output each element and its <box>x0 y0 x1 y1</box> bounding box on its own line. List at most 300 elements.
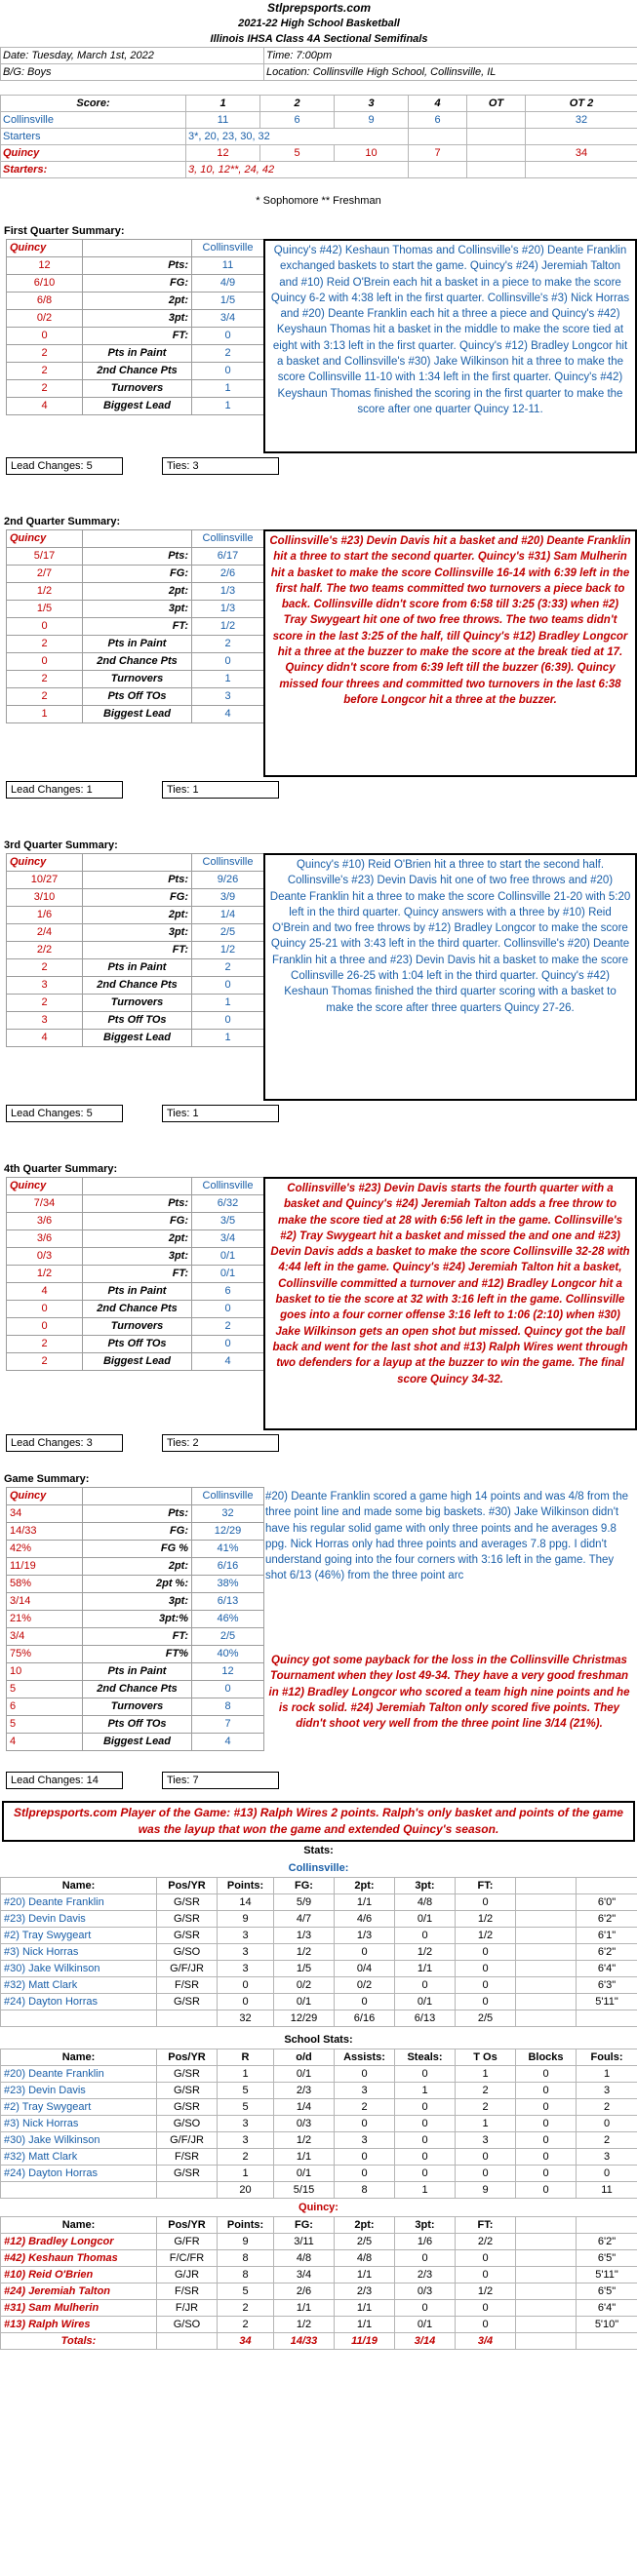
quarter-title: First Quarter Summary: <box>4 225 125 237</box>
stat-label: Pts in Paint <box>83 1283 192 1301</box>
totals-cell: 20 <box>218 2182 274 2199</box>
stat-value: 2/4 <box>7 924 83 942</box>
totals-cell <box>516 2010 577 2027</box>
quarter-summary-text: Quincy's #10) Reid O'Brien hit a three to start the second half. Collinsville's #23) Devin Davis hit one of two free throws and #20) Deante Franklin hit a three to make the score Collinsville 21-20 with 5:20 left in the third quarter. Quincy answers with a three by #10) Reid O'Brein and two free throws by #12) Bradley Longcor to make the score Quincy 25-21 with 3:43 left in the third quarter. Collinsville's #20) Deante Franklin hit a three and #23) Devin Davis hit a basket to make the score Collinsville 26-25 with 1:04 left in the third quarter. Quincy's #42) Keshaun Thomas finished the third quarter scoring with a basket to make the score after three quarters Quincy 27-26. <box>263 853 637 1101</box>
stat-value: 42% <box>7 1541 83 1558</box>
stat-value: 1 <box>7 706 83 723</box>
stat-cell: 0 <box>456 2300 516 2317</box>
stat-value: 1/2 <box>192 618 264 636</box>
stat-value: 1/5 <box>7 601 83 618</box>
school-stats-title: School Stats: <box>284 2034 353 2046</box>
stat-cell: 2/3 <box>395 2267 456 2283</box>
stat-label: FT: <box>83 1628 192 1646</box>
stat-label: Turnovers <box>83 1318 192 1336</box>
home-team-name: Collinsville <box>1 112 186 129</box>
stat-label: 2pt: <box>83 583 192 601</box>
stat-cell: 4/8 <box>395 1894 456 1911</box>
stat-cell: 0/1 <box>274 2066 335 2083</box>
stat-label: Pts Off TOs <box>83 688 192 706</box>
stat-value: 1 <box>192 671 264 688</box>
stat-cell <box>516 1994 577 2010</box>
stat-value: 11 <box>192 257 264 275</box>
stat-cell: 3/11 <box>274 2234 335 2250</box>
ties: Ties: 3 <box>162 457 279 475</box>
stat-cell: G/SR <box>157 1911 218 1928</box>
stat-cell: 9 <box>218 1911 274 1928</box>
stat-cell: 2/5 <box>335 2234 395 2250</box>
stat-cell <box>516 1894 577 1911</box>
stat-value: 4 <box>7 1283 83 1301</box>
stat-value: 1 <box>192 995 264 1012</box>
stat-cell: 14 <box>218 1894 274 1911</box>
stat-cell: 6'2" <box>577 1944 637 1961</box>
stat-label: Turnovers <box>83 380 192 398</box>
stat-label: Pts in Paint <box>83 345 192 363</box>
stat-value: 2 <box>7 1353 83 1371</box>
totals-cell <box>157 2010 218 2027</box>
stat-cell <box>516 1911 577 1928</box>
stat-value: 0 <box>192 977 264 995</box>
stat-label: 3pt: <box>83 601 192 618</box>
column-header: Name: <box>1 1878 157 1894</box>
stat-value: 0/1 <box>192 1248 264 1266</box>
stat-label: 2nd Chance Pts <box>83 1681 192 1698</box>
stat-value: 2/5 <box>192 924 264 942</box>
stat-cell: 1/2 <box>456 1928 516 1944</box>
stat-label: Turnovers <box>83 671 192 688</box>
column-header: R <box>218 2049 274 2066</box>
stat-cell: 1/1 <box>274 2149 335 2166</box>
player-name: #23) Devin Davis <box>1 2083 157 2099</box>
stat-value: 10 <box>7 1663 83 1681</box>
stat-label: Pts Off TOs <box>83 1336 192 1353</box>
home-ot <box>467 112 526 129</box>
stat-label: 2nd Chance Pts <box>83 977 192 995</box>
stat-label: FG: <box>83 275 192 293</box>
column-header: 3pt: <box>395 2217 456 2234</box>
q3-header: 3 <box>335 96 409 112</box>
totals-cell <box>577 2010 637 2027</box>
stat-value: 2/2 <box>7 942 83 959</box>
stat-label: 3pt: <box>83 924 192 942</box>
stat-value: 0 <box>192 363 264 380</box>
q4-header: 4 <box>409 96 467 112</box>
stat-label: FT: <box>83 328 192 345</box>
stat-cell: G/SR <box>157 1928 218 1944</box>
column-header: FG: <box>274 1878 335 1894</box>
ot-header: OT <box>467 96 526 112</box>
stat-value: 0 <box>192 328 264 345</box>
stat-cell: G/SR <box>157 2066 218 2083</box>
table-row <box>1 2149 637 2166</box>
stat-cell <box>516 1944 577 1961</box>
lead-changes: Lead Changes: 5 <box>6 1105 123 1122</box>
stat-cell: 2/3 <box>335 2283 395 2300</box>
table-row <box>1 2132 637 2149</box>
class-note: * Sophomore ** Freshman <box>256 195 381 207</box>
stat-label: Biggest Lead <box>83 706 192 723</box>
stat-cell <box>516 1977 577 1994</box>
game-summary-table <box>6 1487 264 1751</box>
scoreboard-table <box>0 95 637 178</box>
totals-label <box>1 2010 157 2027</box>
stat-cell: 5/9 <box>274 1894 335 1911</box>
stat-value: 0/3 <box>7 1248 83 1266</box>
table-row <box>1 1928 637 1944</box>
stat-value: 5/17 <box>7 548 83 566</box>
stat-col-header <box>83 530 192 548</box>
stat-cell: G/SO <box>157 2317 218 2333</box>
table-row <box>1 2283 637 2300</box>
stat-value: 12 <box>192 1663 264 1681</box>
stat-cell: 1/3 <box>335 1928 395 1944</box>
stat-cell <box>516 2317 577 2333</box>
stat-cell: 0 <box>456 1944 516 1961</box>
stat-label: Turnovers <box>83 1698 192 1716</box>
column-header: Pos/YR <box>157 2049 218 2066</box>
stat-label: FT: <box>83 1266 192 1283</box>
stat-cell: 0 <box>516 2166 577 2182</box>
stat-value: 3/14 <box>7 1593 83 1611</box>
stat-value: 9/26 <box>192 872 264 889</box>
table-row <box>1 2083 637 2099</box>
quarter-sections <box>0 223 637 1452</box>
table-row <box>1 2267 637 2283</box>
stat-value: 3/6 <box>7 1230 83 1248</box>
stat-value: 46% <box>192 1611 264 1628</box>
stat-cell: 1/2 <box>456 1911 516 1928</box>
stat-value: 2 <box>192 959 264 977</box>
stat-cell: 0 <box>395 2149 456 2166</box>
stat-value: 2 <box>192 636 264 653</box>
stat-cell: 3 <box>218 2116 274 2132</box>
quincy-col-header: Quincy <box>7 240 83 257</box>
stat-value: Collinsville <box>192 1488 264 1505</box>
stats-title: Stats: <box>303 1845 334 1856</box>
stat-label: Biggest Lead <box>83 398 192 415</box>
stat-label: FT: <box>83 618 192 636</box>
stat-label: 2pt: <box>83 1558 192 1576</box>
stat-cell: 2 <box>218 2317 274 2333</box>
quarter-section <box>0 514 637 799</box>
stat-cell: 0/3 <box>274 2116 335 2132</box>
quarter-title: 3rd Quarter Summary: <box>4 839 118 851</box>
stat-cell: 2/2 <box>456 2234 516 2250</box>
stat-value: 2 <box>7 363 83 380</box>
away-final: 34 <box>526 145 637 162</box>
stat-cell <box>516 2250 577 2267</box>
game-time: Time: 7:00pm <box>264 48 637 64</box>
stat-col-header <box>83 854 192 872</box>
stat-cell: 6'1" <box>577 1928 637 1944</box>
stat-cell <box>516 2283 577 2300</box>
totals-cell: 34 <box>218 2333 274 2350</box>
stat-value: 2 <box>7 671 83 688</box>
stat-value: 3/6 <box>7 1213 83 1230</box>
stat-value: 0 <box>192 1681 264 1698</box>
quincy-col-header: Quincy <box>7 854 83 872</box>
stat-cell: 0/1 <box>274 1994 335 2010</box>
stat-value: 6 <box>192 1283 264 1301</box>
stat-cell: 2 <box>218 2300 274 2317</box>
column-header: FT: <box>456 2217 516 2234</box>
stat-cell: F/JR <box>157 2300 218 2317</box>
stat-value: 40% <box>192 1646 264 1663</box>
game-summary-red: Quincy got some payback for the loss in the Collinsville Christmas Tournament when they lost 49-34. They have a very good freshman in #12) Bradley Longcor who scored a team high nine points and he is rock solid. #24) Jeremiah Talton only scored five points. They didn't shoot very well from the three point line 3/14 (21%). <box>268 1655 630 1731</box>
column-header <box>577 1878 637 1894</box>
column-header: T Os <box>456 2049 516 2066</box>
stat-value: 1 <box>192 1030 264 1047</box>
stat-value: 4 <box>192 1353 264 1371</box>
player-name: #20) Deante Franklin <box>1 2066 157 2083</box>
player-name: #3) Nick Horras <box>1 1944 157 1961</box>
stat-value: 6/17 <box>192 548 264 566</box>
stat-cell: 6'4" <box>577 2300 637 2317</box>
stat-cell: 5'11" <box>577 1994 637 2010</box>
stat-value: 0/1 <box>192 1266 264 1283</box>
totals-cell: 5/15 <box>274 2182 335 2199</box>
stat-label: 3pt: <box>83 1593 192 1611</box>
stat-value: 3/4 <box>192 310 264 328</box>
collinsville-col-header: Collinsville <box>192 240 264 257</box>
away-ot <box>467 145 526 162</box>
table-row <box>1 2116 637 2132</box>
stat-cell: 6'4" <box>577 1961 637 1977</box>
header-table <box>0 0 637 81</box>
stat-label: FT: <box>83 942 192 959</box>
table-row <box>1 2099 637 2116</box>
player-name: #32) Matt Clark <box>1 1977 157 1994</box>
stat-value: 4 <box>7 398 83 415</box>
stat-value: 0 <box>192 1012 264 1030</box>
stat-value: 6/8 <box>7 293 83 310</box>
stat-cell: 6'3" <box>577 1977 637 1994</box>
stat-value: 0/2 <box>7 310 83 328</box>
event-title: Illinois IHSA Class 4A Sectional Semifinals <box>210 33 428 45</box>
stat-label: 3pt:% <box>83 1611 192 1628</box>
stat-value: 4 <box>7 1030 83 1047</box>
stat-cell: 2 <box>335 2099 395 2116</box>
stat-cell: 0 <box>395 2132 456 2149</box>
table-row <box>1 2234 637 2250</box>
column-header: o/d <box>274 2049 335 2066</box>
stat-cell: 0/2 <box>274 1977 335 1994</box>
column-header: 2pt: <box>335 1878 395 1894</box>
stat-value: 2/5 <box>192 1628 264 1646</box>
stat-value: 12 <box>7 257 83 275</box>
stat-label: 2nd Chance Pts <box>83 653 192 671</box>
stat-label: Pts Off TOs <box>83 1012 192 1030</box>
stat-value: 32 <box>192 1505 264 1523</box>
stat-col-header <box>83 240 192 257</box>
stat-cell: 0 <box>395 2066 456 2083</box>
stat-cell: 1/1 <box>335 1894 395 1911</box>
stat-value: 6/10 <box>7 275 83 293</box>
stat-cell: 0 <box>335 2116 395 2132</box>
stat-cell: 1 <box>395 2083 456 2099</box>
stat-cell <box>516 1928 577 1944</box>
totals-cell: 3/14 <box>395 2333 456 2350</box>
away-team-name: Quincy <box>1 145 186 162</box>
collinsville-col-header: Collinsville <box>192 854 264 872</box>
stat-label <box>83 1488 192 1505</box>
stat-cell: 0 <box>218 1977 274 1994</box>
stat-cell: 3 <box>218 2132 274 2149</box>
quarter-stats-table <box>6 529 264 723</box>
away-starters-label: Starters: <box>1 162 186 178</box>
stat-cell: 0 <box>335 2066 395 2083</box>
stat-cell: 0 <box>456 2149 516 2166</box>
stat-cell: 0 <box>395 2250 456 2267</box>
stat-cell: 1 <box>456 2116 516 2132</box>
home-q2: 6 <box>260 112 335 129</box>
stat-label: Pts: <box>83 1195 192 1213</box>
stat-label: 2nd Chance Pts <box>83 363 192 380</box>
stat-cell: 0 <box>395 2166 456 2182</box>
stat-cell: G/SR <box>157 1894 218 1911</box>
stat-value: 10/27 <box>7 872 83 889</box>
stat-cell: 0 <box>335 1944 395 1961</box>
away-q2: 5 <box>260 145 335 162</box>
table-row <box>1 2317 637 2333</box>
player-name: #31) Sam Mulherin <box>1 2300 157 2317</box>
column-header: Points: <box>218 2217 274 2234</box>
totals-cell: 11/19 <box>335 2333 395 2350</box>
stat-value: 2 <box>7 688 83 706</box>
stat-value: 1/6 <box>7 907 83 924</box>
column-header: Blocks <box>516 2049 577 2066</box>
stat-value: 0 <box>7 1318 83 1336</box>
player-name: #24) Jeremiah Talton <box>1 2283 157 2300</box>
column-header: FG: <box>274 2217 335 2234</box>
stat-cell: 0/2 <box>335 1977 395 1994</box>
stat-cell: 0/1 <box>274 2166 335 2182</box>
stat-cell: 6'2" <box>577 2234 637 2250</box>
stat-value: 3 <box>7 977 83 995</box>
collinsville-col-header: Collinsville <box>192 1178 264 1195</box>
stat-label: Pts in Paint <box>83 1663 192 1681</box>
stat-value: 0 <box>7 618 83 636</box>
stat-cell: G/SO <box>157 2116 218 2132</box>
collinsville-col-header: Collinsville <box>192 530 264 548</box>
stat-value: 2 <box>7 1336 83 1353</box>
stat-value: 75% <box>7 1646 83 1663</box>
stat-cell <box>516 2267 577 2283</box>
stat-label: 2nd Chance Pts <box>83 1301 192 1318</box>
stat-cell: 1/2 <box>274 1944 335 1961</box>
stat-value: 2 <box>7 380 83 398</box>
stat-value: 0 <box>7 653 83 671</box>
stat-value: 3/4 <box>192 1230 264 1248</box>
player-of-the-game: Stlprepsports.com Player of the Game: #13) Ralph Wires 2 points. Ralph's only basket and points of the game was the layup that won the game and extended Quincy's season. <box>2 1801 635 1842</box>
stat-cell: 5 <box>218 2283 274 2300</box>
stat-cell: 2 <box>456 2099 516 2116</box>
q1-header: 1 <box>186 96 260 112</box>
stat-cell: 4/7 <box>274 1911 335 1928</box>
stat-cell: 1/2 <box>395 1944 456 1961</box>
stat-cell: 1/1 <box>335 2267 395 2283</box>
stat-cell: 3 <box>218 1961 274 1977</box>
table-row <box>1 2166 637 2182</box>
game-summary-section <box>0 1471 637 1789</box>
player-name: #10) Reid O'Brien <box>1 2267 157 2283</box>
stat-cell: G/F/JR <box>157 1961 218 1977</box>
quarter-title: 4th Quarter Summary: <box>4 1163 118 1175</box>
stat-value: 58% <box>7 1576 83 1593</box>
stat-value: 3/9 <box>192 889 264 907</box>
stat-cell: 0 <box>395 2116 456 2132</box>
stat-cell: 1/1 <box>395 1961 456 1977</box>
stat-value: 4 <box>192 1734 264 1751</box>
column-header <box>577 2217 637 2234</box>
player-name: #24) Dayton Horras <box>1 2166 157 2182</box>
stat-cell: 1/1 <box>335 2317 395 2333</box>
stat-cell: 0 <box>335 2166 395 2182</box>
table-row <box>1 1894 637 1911</box>
column-header: 3pt: <box>395 1878 456 1894</box>
stat-cell: 1/4 <box>274 2099 335 2116</box>
column-header: Points: <box>218 1878 274 1894</box>
collinsville-other-table <box>0 2049 637 2199</box>
quarter-section <box>0 1161 637 1452</box>
stat-cell: 2 <box>218 2149 274 2166</box>
collinsville-scoring-table <box>0 1877 637 2027</box>
home-q3: 9 <box>335 112 409 129</box>
ties: Ties: 2 <box>162 1434 279 1452</box>
stat-value: 2/6 <box>192 566 264 583</box>
stat-cell: 1/1 <box>335 2300 395 2317</box>
final-header: OT 2 <box>526 96 637 112</box>
stat-value: 0 <box>192 1336 264 1353</box>
quarter-stats-table <box>6 1177 264 1371</box>
stat-cell: 8 <box>218 2267 274 2283</box>
column-header: Pos/YR <box>157 2217 218 2234</box>
stat-cell: 1 <box>456 2066 516 2083</box>
totals-cell: 14/33 <box>274 2333 335 2350</box>
stat-value: 3 <box>7 1012 83 1030</box>
stat-cell: 6'2" <box>577 1911 637 1928</box>
stat-value: 1/2 <box>7 1266 83 1283</box>
quarter-summary-text: Collinsville's #23) Devin Davis hit a basket and #20) Deante Franklin hit a three to start the second quarter. Quincy's #31) Sam Mulherin hit a basket to make the score Collinsville 16-14 with 6:39 left in the first half. The two teams committed two turnovers a piece back to back. Collinsville didn't score from 6:58 till 3:25 (3:33) when #2) Tray Swygeart hit one of two free throws. The two teams didn't score in the last 3:25 of the half, till Quincy's #12) Bradley Longcor hit a three at the buzzer to make the score at the break tied at 17. Quincy didn't score from 6:39 left till the buzzer (6:39). Quincy missed four threes and committed two turnovers in the last 6:38 before Longcor hit a three at the buzzer. <box>263 529 637 777</box>
stat-value: 38% <box>192 1576 264 1593</box>
stat-cell: 0 <box>456 1994 516 2010</box>
stat-value: 6/13 <box>192 1593 264 1611</box>
stat-label: 2pt: <box>83 907 192 924</box>
game-location: Location: Collinsville High School, Collinsville, IL <box>264 64 637 81</box>
stat-label: Pts in Paint <box>83 959 192 977</box>
lead-changes: Lead Changes: 5 <box>6 457 123 475</box>
stat-cell: F/SR <box>157 1977 218 1994</box>
stat-cell: 9 <box>218 2234 274 2250</box>
ties: Ties: 1 <box>162 1105 279 1122</box>
stat-cell: 0 <box>335 2149 395 2166</box>
site-title[interactable]: Stlprepsports.com <box>266 1 372 15</box>
stat-cell: 6'0" <box>577 1894 637 1911</box>
column-header: Steals: <box>395 2049 456 2066</box>
quarter-title: 2nd Quarter Summary: <box>4 516 121 527</box>
season-title: 2021-22 High School Basketball <box>238 18 400 29</box>
stat-cell: 1/2 <box>274 2317 335 2333</box>
totals-cell <box>157 2182 218 2199</box>
stat-cell: 2/3 <box>274 2083 335 2099</box>
stat-value: 7/34 <box>7 1195 83 1213</box>
stat-cell <box>516 1961 577 1977</box>
player-name: #24) Dayton Horras <box>1 1994 157 2010</box>
stat-value: 6 <box>7 1698 83 1716</box>
stat-value: 6/16 <box>192 1558 264 1576</box>
stat-value: 1/5 <box>192 293 264 310</box>
game-ties: Ties: 7 <box>162 1772 279 1789</box>
